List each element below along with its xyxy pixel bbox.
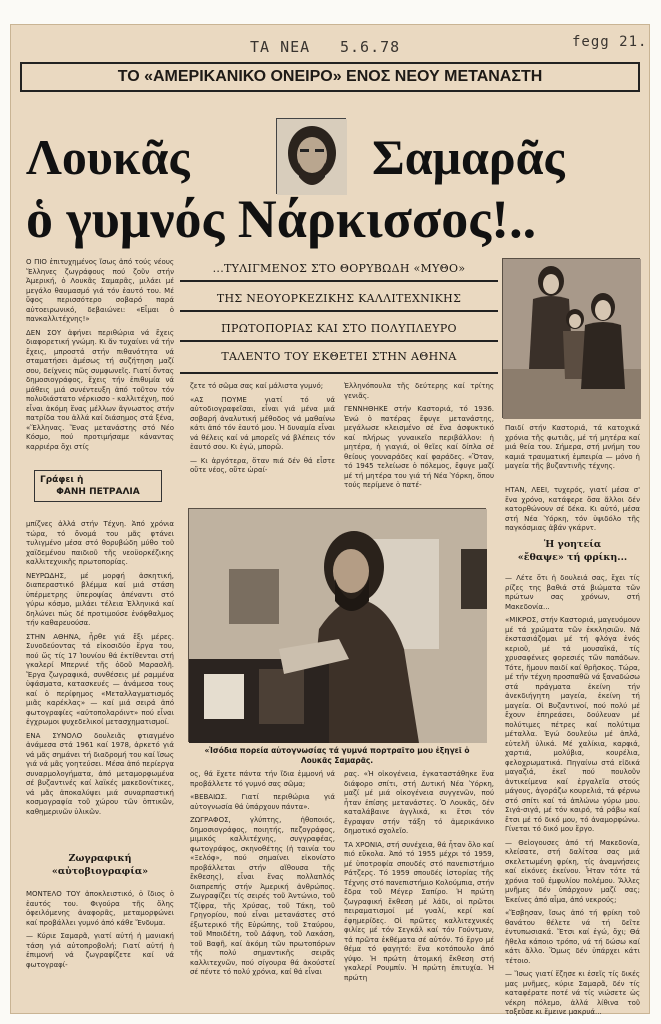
article-column-3-lower (344, 770, 494, 995)
paragraph: ζετε τό σῶμα σας καί μάλιστα γυμνό; (190, 382, 324, 390)
byline (34, 470, 162, 502)
subhead-line: Ζωγραφική (68, 853, 132, 864)
article-column-2-lower (190, 770, 335, 995)
headline-name-last: Σαμαρᾶς (372, 129, 565, 185)
paragraph: ρας. «Ἡ οἰκογένεια, ἐγκαταστάθηκε ἕνα διάφορο σπίτι, στή Δυτική Νέα Ὑόρκη, μαζί μέ μιά οἰκογένεια συγγενῶν, πού ἦταν ἐπίσης μετανάστες. Ὁ Λουκᾶς, δέν καταλάβαινε ἀγγλικά, κι ἔτσι τόν ἔγραψαν στήν τάξη τό ἀμερικάνικο δημοτικό σχολεῖο. (344, 770, 494, 835)
paragraph: ΓΕΝΝΗΘΗΚΕ στήν Καστοριά, τό 1936. Ἐνώ ὁ πατέρας ἔφυγε μετανάστης, μεγάλωσε κλεισμένο σέ ἕνα ἀσφυκτικό καί πλήρως γυναικεῖο περιβάλλον: ἡ μητέρα, ἡ γιαγιά, οἱ θεῖες καί δίπλα σέ θείους γουναράδες καί φαράδες. «Ὅταν, τό 1945 τελείωσε ὁ πόλεμος, ἔφυγε μαζί μέ τή μητέρα του γιά τή Νέα Ὑόρκη, ὅπου τούς περίμενε ὁ πατέ- (344, 405, 494, 489)
headline-subtitle: ὁ γυμνός Νάρκισσος!.. (26, 189, 537, 249)
deck-line-3: ΠΡΩΤΟΠΟΡΙΑΣ ΚΑΙ ΣΤΟ ΠΟΛΥΠΛΕΥΡΟ (221, 322, 457, 335)
paragraph: «Ἔσβησαν, ἴσως ἀπό τή φρίκη τοῦ θανάτου θέλετε νά τή δεῖτε ἐντυπωσιακά. Ἔτσι καί ἐγώ, ὄχι; Θά ἤθελα κάποιο τρόπο, νά τή δώσω καί κάτι ἄλλο. Ὅμως δέν ὑπάρχει κάτι τέτοιο. (505, 909, 640, 965)
deck-rule (180, 280, 498, 282)
article-column-3 (344, 382, 494, 502)
deck-line-4: ΤΑΛΕΝΤΟ ΤΟΥ ΕΚΘΕΤΕΙ ΣΤΗΝ ΑΘΗΝΑ (221, 350, 457, 363)
deck-line-1: ...ΤΥΛΙΓΜΕΝΟΣ ΣΤΟ ΘΟΡΥΒΩΔΗ «ΜΥΘΟ» (212, 262, 466, 275)
handwritten-page: fegg 21. (572, 34, 648, 50)
paragraph: ΤΑ ΧΡΟΝΙΑ, στή συνέχεια, θά ἦταν ὅλο καί πιό εὔκολα. Ἀπό τό 1955 μέχρι τό 1959, μέ ὑποτροφία σπουδές στό πανεπιστήμιο Ράτζερς. Τό 1959 σπουδές ἱστορίας τῆς Τέχνης στό πανεπιστήμιο Κολούμπια, στήν ἔδρα τοῦ Μέγερ Σαπίρο. Ἡ πρώτη ζωγραφική ἔκθεση μέ λάδι, οἱ πρῶτοι πειραματισμοί μέ γυαλί, κερί καί ἐφημερίδες. Οἱ πρῶτες καλλιτεχνικές φιλίες μέ τόν Σεγκάλ καί τόν Γούντμαν, τά πρῶτα ἐκθέματα σέ αὐτόν. Τό ἔργο μέ θέμα τό φαγητό: ἕνα κοτόπουλο ἀπό γύψο. Ἡ πρώτη ἀτομική ἔκθεση στή γκαλερί Ρουμπίν. Ἡ πρώτη ἐπιτυχία. Ἡ πρώτη (344, 840, 494, 982)
deck-rule (180, 310, 498, 312)
paragraph: ΔΕΝ ΣΟΥ ἀφήνει περιθώρια νά ἔχεις διαφορετική γνώμη. Κι ἄν τυχαίνει νά τήν ἔχεις, μπροστά στήν πιθανότητα νά σταματήσει ἀμέσως τή συζήτηση μαζί σου, δείχνεις πῶς συμφωνεῖς. Γιατί ὅντας δημοσιογράφος, ἔχεις τήν ἐπιθυμία νά μάθεις μιά συνέντευξη ἀπό τοῦτον τόν πολυδιάστατο νέρκισσο - καλλιτέχνη, πού εἶναι ἀκόμη ἕνας μέλλων ἄγνωστος στήν πατρίδα του ἀλλά καί διάσημος στά ξένα, «Ἕλληνας. Ἕνας μετανάστης στό Νέο Κόσμο, πού προτιμήσαμε κάναντας καρριέρα ὄχι στίς (26, 328, 174, 451)
article-column-1 (26, 520, 174, 838)
paragraph: «ΜΙΚΡΟΣ, στήν Καστοριά, μαγευόμουν μέ τά χρώματα τῶν ἐκκλησιῶν. Νά ἐκστασιάζομαι μέ τή φλόγα ἑνός κεριοῦ, μέ τά μουσαϊκά, τίς χρυσαφένιες φορεσιές τῶν παπάδων. Τότε, ἤμουν παιδί καί θρῆσκος. Τώρα, μέ τήν τέχνη προσπαθῶ νά ξαναδώσω στά πράγματα ἐκείνη τήν ἀνεκδιήγητη μαγεία, ἐκείνη τή μαγεία. Οἱ Βυζαντινοί, πού πολύ μέ ἔχουν ἐπηρεάσει, δούλευαν μέ πολύτιμες πέτρες καί πολύτιμα μέταλλα. Ἐγώ δουλεύω μέ ἁπλά, εὐτελῆ ὑλικά. Μέ χαλίκια, καρφιά, χαρτιά, μολύβια, κουρέλια, φελοχρωματικά. Πηγαίνω στά εἰδικά μαγαζιά, ἐκεῖ πού πουλοῦν ἀντικείμενα καί ἐργαλεῖα στούς μάγους, ἀγοράζω κουρελιά, τά φέρνω στό σπίτι καί τά ἀπλώνω γύρω μου. Σιγά-σιγά, μέ τόν καιρό, τά ράβω καί ἔτσι μέ τό δικό μου, τό ἀναμορφώνω. Γίνεται τό δικό μου ἔργο. (505, 616, 640, 833)
paragraph: Ἑλληνόπουλα τῆς δεύτερης καί τρίτης γενιᾶς. (344, 382, 494, 400)
paragraph: ΣΤΗΝ ΑΘΗΝΑ, ἦρθε γιά ἔξι μέρες. Συνοδεύοντας τά εἰκοσιδύο ἔργα του, πού ὥς τίς 17 Ἰουνίου θά ἐκτίθενται στή γκαλερί Μπερνιέ τῆς ὁδοῦ Μαρασλῆ. Ἔργα ζωγραφικά, συνθέσεις μέ ραμμένα ὑφάσματα, κατασκευές — ἀνάμεσα τους καί ὁ περίφημος «Μεταλλαγματισμός μιᾶς καρέκλας» — καί μιά σειρά ἀπό φωτογραφίες «αὐτοπολαρόιντ» πού εἶναι ἐγχρωμοι ψυχεδελικοί μετασχηματισμοί. (26, 632, 174, 726)
paragraph: — Ἴσως γιατί ἔζησε κι ἐσεῖς τίς δικές μας μνῆμες, κύριε Σαμαρᾶ, δέν τίς καταφέρατε ποτέ νά τίς νιώσετε ὡς νέκρη πόλεμο, ἀλλά λίθινα τοῦ τοξεῦσε κι ἔμεινε μακρυά... (505, 970, 640, 1016)
paragraph: — Κύριε Σαμαρᾶ, γιατί αὐτή ἡ μανιακή τάση γιά αὐτοπροβολή; Γιατί αὐτή ἡ ἐπιμονή νά ζωγραφίζετε καί νά φωτογραφί- (26, 932, 174, 969)
subhead-line: Ἡ γοητεία (543, 539, 602, 550)
artist-photo (188, 508, 486, 742)
subhead-goiteia (505, 538, 640, 564)
paragraph: Ο ΠΙΟ ἐπιτυχημένος ἴσως ἀπό τούς νέους Ἕλληνες ζωγράφους πού ζοῦν στήν Ἀμερική, ὁ Λουκᾶς Σαμαρᾶς, μιλάει μέ μεγάλο θαυμασμό γιά τόν ἑαυτό του. Μέ ὕφος περισσότερο σοβαρό παρά αὐτοειρωνικό, δεβαιώνει: «Εἶμαι ὁ πανκαλλιτέχνης!» (26, 258, 174, 323)
paragraph: ΜΟΝΤΕΛΟ ΤΟΥ ἀποκλειστικό, ὁ ἴδιος ὁ ἑαυτός του. Φιγούρα τῆς ὅλης ὀφειλόμενης ἀναφορᾶς, μεταμορφώνει καί προβάλλει γυμνό ἀπό κάθε Ἔνδυμα. (26, 890, 174, 927)
paragraph: Παιδί στήν Καστοριά, τά κατοχικά χρόνια τῆς φωτιᾶς, μέ τή μητέρα καί μιά θεία του. Σήμερα, στή μνήμη του καμιά τραυματική ἐμπειρία — μόνο ἡ μαγεία τῆς βυζαντινῆς τέχνης. (505, 424, 640, 470)
kicker-banner: ΤΟ «ΑΜΕΡΙΚΑΝΙΚΟ ΟΝΕΙΡΟ» ΕΝΟΣ ΝΕΟΥ ΜΕΤΑΝΑΣΤΗ (20, 62, 640, 92)
article-column-1-end (26, 890, 174, 998)
photo-caption: «Ἰσόδια πορεία αὐτογνωσίας τά γυμνά πορτραῖτο μου ἐξηγεῖ ὁ Λουκᾶς Σαμαρᾶς. (204, 746, 470, 765)
handwritten-source: TA NEA (250, 38, 311, 56)
paragraph: — Κι ἀργότερα, ὅταν πιά δέν θά εἶστε οὔτε νέος, οὔτε ὡραί- (190, 456, 335, 474)
paragraph: «ΒΕΒΑΙΩΣ. Γιατί περιθώρια γιά αὐτογνωσία θά ὑπάρχουν πάντα». (190, 793, 335, 811)
article-column-4 (505, 574, 640, 1016)
article-column-4-intro (505, 486, 640, 538)
byline-label: Γράφει ἡ (40, 475, 84, 485)
deck-rule (180, 372, 498, 374)
paragraph: ος, θά ἔχετε πάντα τήν ἴδια ἐμμονή νά προβάλλετε τό γυμνό σας σῶμα; (190, 770, 335, 788)
family-photo-caption (505, 424, 640, 484)
family-photo (502, 258, 640, 418)
paragraph: ΖΩΓΡΑΦΟΣ, γλύπτης, ἠθοποιός, δημοσιογράφος, ποιητής, πεζογράφος, μιμικός καλλιτέχνης, συγγραφέας, φωτογράφος, σκηνοθέτης (ἡ ταινία του «Ξελόφ», πού σημαίνει εἰκονίστο προβάλλεται στήν αἴθουσα τῆς ἔκθεσης), εἶναι ἕνας πολλαπλός διαπρεπής στήν Ἀμερική ἀνθρώπος. Ζωγραφίζει τίς σειρές τοῦ Ἀντώνιο, τοῦ Τζίφρα, τῆς Χρύσας, τοῦ Τάκη, τοῦ Γρηγορίου, πού εἶναι μετανάστες στό ἐξωτερικό τῆς Εὐρώπης, τοῦ Σταύρου, τοῦ Μποιδέτη, τοῦ Δάφνη, τοῦ Λακάση, τοῦ Βαφῆ, καί ἀκόμη τῶν πρωτοπόρων τῆς πολύ σημαντικῆς σειρᾶς καλλιτεχνῶν, πού σίγουρα θά ἀκούστεί σέ πέντε τό πολύ χρόνια, καί θά εἶναι (190, 816, 335, 976)
handwritten-date: 5.6.78 (340, 38, 401, 56)
portrait-photo (276, 118, 346, 194)
paragraph: — Θεἱογουσες ἀπό τή Μακεδονία, κλείσατε, στή δαλίτσα σας μιά σκελετωμένη φρίκη, τίς ἀναμνήσεις καί εἰκόνες ἐκείνου. Ἦταν τότε τά χρόνια τοῦ ἐμφυλίου πολέμου. Ἄλλες μνῆμες δέν ὑπάρχουν μαζί σας; Ἐκείνες ἀπό αἷμα, ἀπό νεκρούς; (505, 838, 640, 904)
article-intro (26, 258, 174, 451)
byline-author: ΦΑΝΗ ΠΕΤΡΑΛΙΑ (56, 487, 140, 497)
subhead-line: «αὐτοβιογραφία» (51, 866, 149, 877)
paragraph: «ΑΣ ΠΟΥΜΕ γιατί τό νά αὐτοδιογραφεῖσαι, εἶναι γιά μένα μιά σοβαρή ἀναλυτική μέθοδος νά μαθαίνω κάτι ἀπό τόν ἑαυτό μου. Ἡ δυναμία εἶναι νά θέλεις καί νά μπορεῖς νά βλέπεις τόν ἑαυτό σου. Κι ἐγώ, μπορῶ. (190, 395, 335, 451)
subhead-zografiki (26, 852, 174, 878)
deck-line-2: ΤΗΣ ΝΕΟΥΟΡΚΕΖΙΚΗΣ ΚΑΛΛΙΤΕΧΝΙΚΗΣ (216, 292, 462, 305)
paragraph: ΝΕΥΡΩΔΗΣ, μέ μορφή ἀσκητική, διαπεραστικό βλέμμα καί μιά στάση ὑπέρμετρης ὑπεροψίας ἀπέναντι στό γύρω κόσμο, μιλάει τέλεια Ἑλληνικά καί δηλώνει πώς δέ προτιμούσε ἐνόφθαλμος τήν καθαρευούσα. (26, 571, 174, 627)
paragraph: ΕΝΑ ΣΥΝΟΛΟ δουλειᾶς φτιαγμένο ἀνάμεσα στά 1961 καί 1978, ἀρκετό γιά νά μᾶς σημάνει τή διαδρομή του καί ἴσως γιά νά μᾶς γοητεύσει. Μέσα ἀπό περίεργα συναρμολογήματα, ἀπό μεταμορφωμένα σέ βυζαντινές καί λαϊκές μακεδονίτικες, νά μᾶς ἀποκαλύψει μιά συναρπαστική κοσμογραφία τοῦ χώρου τῶν ὁπτικῶν, καθημερινῶν ὑλικῶν. (26, 731, 174, 816)
headline-name-first: Λουκᾶς (26, 129, 190, 185)
subhead-line: «ἔθαψε» τή φρίκη... (517, 552, 628, 563)
article-column-2 (190, 382, 335, 502)
paragraph: ΗΤΑΝ, ΛΕΕΙ, τυχερός, γιατί μέσα σ' ἕνα χρόνο, κατάφερε ὅσα ἄλλοι δέν κατορθώνουν σέ δέκα. Κι αὐτό, μέσα στή Νέα Ὑόρκη, τόν ὑψιδόλο τῆς παγκόσμιας ἀβάν γκάρντ. (505, 486, 640, 532)
paragraph: — Λέτε ὅτι ἡ δουλειά σας, ἔχει τίς ρίζες της βαθιά στά βιώματα τῶν πρώτων σας χρόνων, στή Μακεδονία... (505, 574, 640, 611)
paragraph: μπίζνες ἀλλά στήν Τέχνη. Ἀπό χρόνια τώρα, τό ὄνομά του μᾶς φτάνει τυλιγμένο μέσα στό θορυβώδη μύθο τοῦ χαϊδεμένου παιδιοῦ τῆς νεοϋορκέζικης καλλιτεχνικῆς πρωτοπορίας. (26, 520, 174, 566)
deck-rule (180, 340, 498, 342)
